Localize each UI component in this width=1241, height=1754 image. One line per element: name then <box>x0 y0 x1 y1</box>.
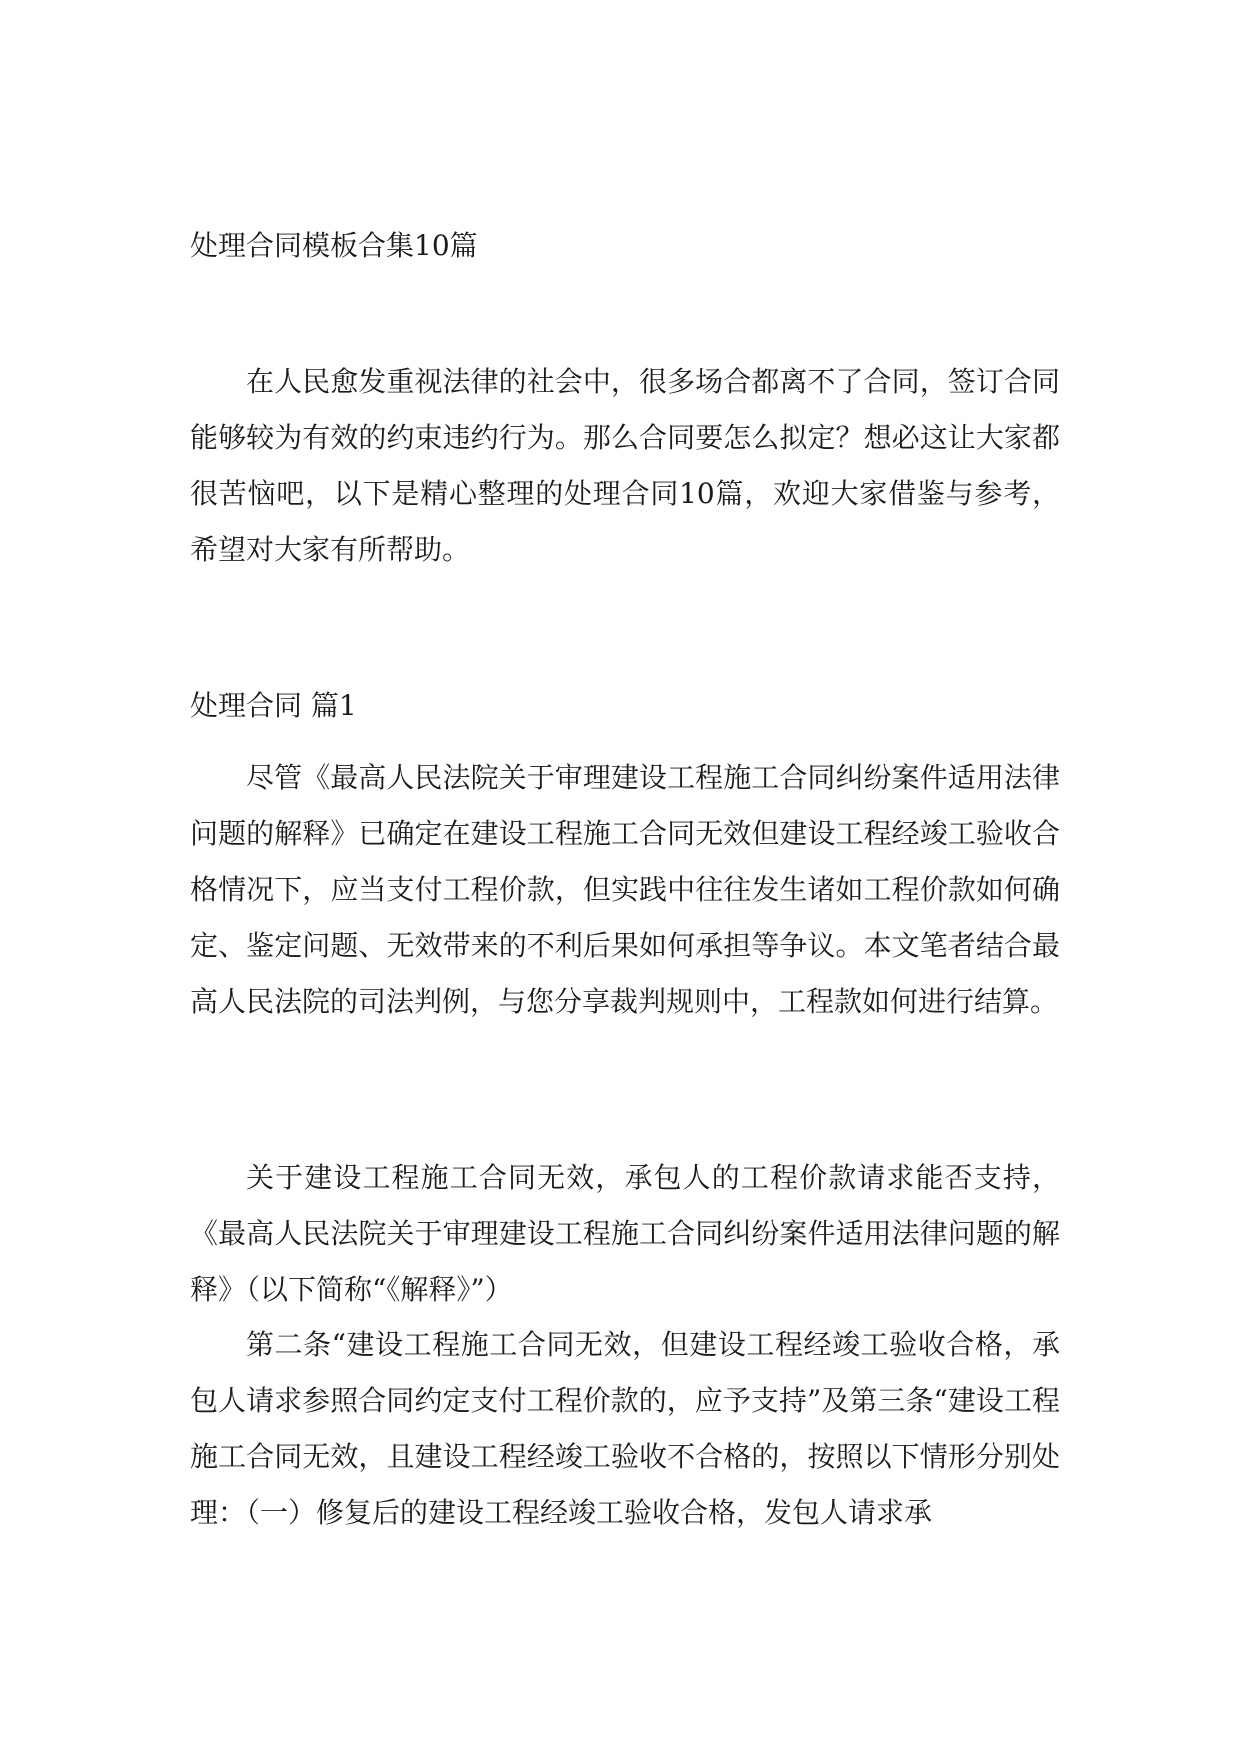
body-paragraph-1: 尽管《最高人民法院关于审理建设工程施工合同纠纷案件适用法律问题的解释》已确定在建设工程施工合同无效但建设工程经竣工验收合格情况下，应当支付工程价款，但实践中往往发生诸如工程价款如何确定、鉴定问题、无效带来的不利后果如何承担等争议。本文笔者结合最高人民法院的司法判例，与您分享裁判规则中，工程款如何进行结算。 <box>190 761 1060 1018</box>
intro-paragraph: 在人民愈发重视法律的社会中，很多场合都离不了合同，签订合同能够较为有效的约束违约行为。那么合同要怎么拟定？想必这让大家都很苦恼吧，以下是精心整理的处理合同10篇，欢迎大家借鉴与参考，希望对大家有所帮助。 <box>190 365 1060 566</box>
document-title: 处理合同模板合集10篇 <box>190 229 478 262</box>
body-paragraph-3: 第二条“建设工程施工合同无效，但建设工程经竣工验收合格，承包人请求参照合同约定支付工程价款的，应予支持”及第三条“建设工程施工合同无效，且建设工程经竣工验收不合格的，按照以下情形分别处理：（一）修复后的建设工程经竣工验收合格，发包人请求承 <box>190 1328 1060 1529</box>
section-heading: 处理合同 篇1 <box>190 689 357 722</box>
body-paragraph-2: 关于建设工程施工合同无效，承包人的工程价款请求能否支持，《最高人民法院关于审理建设工程施工合同纠纷案件适用法律问题的解释》（以下简称“《解释》”） <box>190 1161 1060 1306</box>
